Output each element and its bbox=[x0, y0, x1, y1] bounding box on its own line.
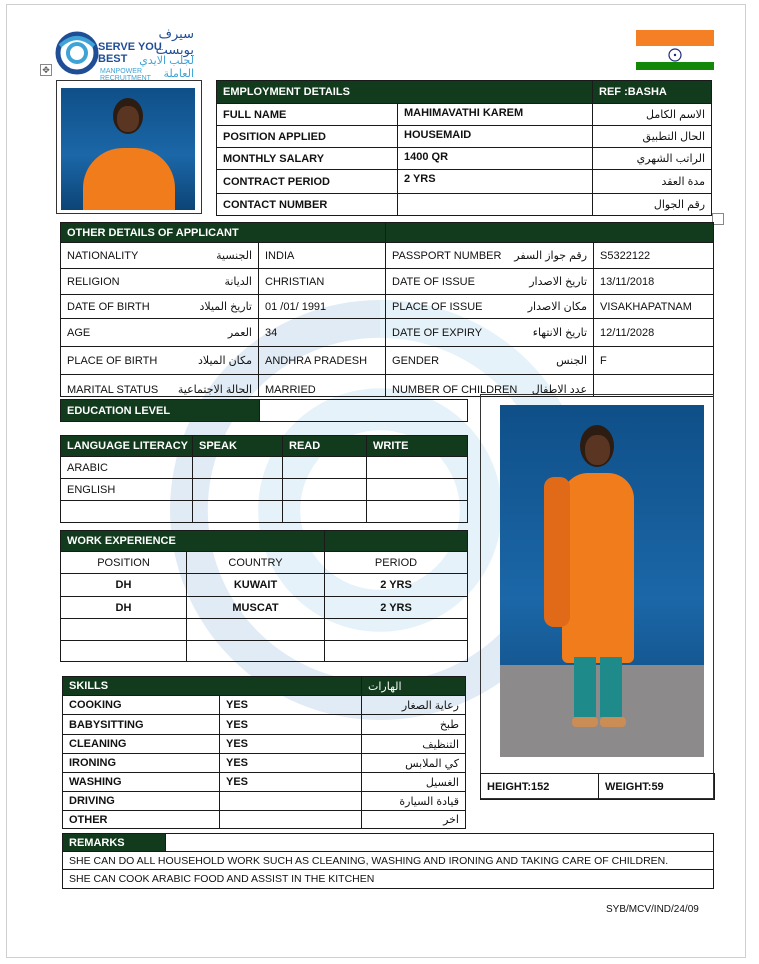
skill-cleaning-arabic: التنظيف bbox=[362, 735, 466, 754]
arabic-read bbox=[283, 457, 367, 479]
read-header: READ bbox=[283, 436, 367, 457]
skills-table bbox=[62, 676, 466, 829]
date-of-birth-label: DATE OF BIRTH تاريخ الميلاد bbox=[61, 295, 259, 319]
height-value: HEIGHT:152 bbox=[481, 774, 599, 800]
logo-mark-icon bbox=[54, 28, 100, 78]
skill-ironing: IRONING bbox=[63, 754, 220, 773]
blank-write bbox=[367, 501, 468, 523]
contact-arabic: رقم الجوال bbox=[593, 194, 712, 216]
nationality-label: NATIONALITY الجنسية bbox=[61, 243, 259, 269]
skill-babysitting-arabic: طبخ bbox=[362, 715, 466, 735]
work-experience-table bbox=[60, 530, 468, 662]
skill-babysitting-value: YES bbox=[220, 715, 362, 735]
place-of-birth-label: PLACE OF BIRTH مكان الميلاد bbox=[61, 347, 259, 375]
speak-header: SPEAK bbox=[193, 436, 283, 457]
other-details-header-blank bbox=[386, 223, 714, 243]
children-label: NUMBER OF CHILDREN عدد الاطفال bbox=[386, 375, 594, 397]
work-row-1-country: KUWAIT bbox=[187, 574, 325, 597]
logo-arabic-tagline: لجلب الايدي العاملة bbox=[139, 55, 194, 80]
work-row-2-country: MUSCAT bbox=[187, 597, 325, 619]
english-speak bbox=[193, 479, 283, 501]
place-of-birth-value: ANDHRA PRADESH bbox=[259, 347, 386, 375]
position-label: POSITION APPLIED bbox=[217, 126, 398, 148]
skill-ironing-arabic: كي الملابس bbox=[362, 754, 466, 773]
marital-status-value: MARRIED bbox=[259, 375, 386, 397]
skill-cleaning-value: YES bbox=[220, 735, 362, 754]
place-of-issue-label: PLACE OF ISSUE مكان الاصدار bbox=[386, 295, 594, 319]
nationality-value: INDIA bbox=[259, 243, 386, 269]
contact-label: CONTACT NUMBER bbox=[217, 194, 398, 216]
work-row-4-period bbox=[325, 641, 468, 662]
work-row-1-position: DH bbox=[61, 574, 187, 597]
work-row-3-position bbox=[61, 619, 187, 641]
work-row-2-period: 2 YRS bbox=[325, 597, 468, 619]
document-reference: SYB/MCV/IND/24/09 bbox=[606, 904, 699, 915]
salary-label: MONTHLY SALARY bbox=[217, 148, 398, 170]
remarks-header-blank bbox=[166, 834, 714, 852]
skill-other-arabic: اخر bbox=[362, 811, 466, 829]
religion-label: RELIGION الديانة bbox=[61, 269, 259, 295]
table-move-handle[interactable]: ✥ bbox=[40, 64, 52, 76]
work-row-3-period bbox=[325, 619, 468, 641]
date-of-issue-value: 13/11/2018 bbox=[594, 269, 714, 295]
full-name-value: MAHIMAVATHI KAREM bbox=[398, 104, 593, 126]
english-read bbox=[283, 479, 367, 501]
work-row-4-position bbox=[61, 641, 187, 662]
gender-value: F bbox=[594, 347, 714, 375]
skill-cooking-arabic: رعاية الصغار bbox=[362, 696, 466, 715]
skill-washing-value: YES bbox=[220, 773, 362, 792]
work-row-4-country bbox=[187, 641, 325, 662]
blank-speak bbox=[193, 501, 283, 523]
employment-header: EMPLOYMENT DETAILS bbox=[217, 81, 593, 104]
religion-value: CHRISTIAN bbox=[259, 269, 386, 295]
gender-label: GENDER الجنس bbox=[386, 347, 594, 375]
skill-cleaning: CLEANING bbox=[63, 735, 220, 754]
remarks-line-1: SHE CAN DO ALL HOUSEHOLD WORK SUCH AS CLEANING, WASHING AND IRONING AND TAKING CARE OF CHILDREN. bbox=[63, 852, 714, 870]
position-arabic: الحال التطبيق bbox=[593, 126, 712, 148]
language-arabic: ARABIC bbox=[61, 457, 193, 479]
logo-subtitle: MANPOWER RECRUITMENT bbox=[100, 68, 151, 82]
skill-washing-arabic: الغسيل bbox=[362, 773, 466, 792]
skill-cooking: COOKING bbox=[63, 696, 220, 715]
skill-driving: DRIVING bbox=[63, 792, 220, 811]
date-of-expiry-value: 12/11/2028 bbox=[594, 319, 714, 347]
education-value bbox=[260, 400, 468, 422]
write-header: WRITE bbox=[367, 436, 468, 457]
work-row-1-period: 2 YRS bbox=[325, 574, 468, 597]
measurements-table bbox=[480, 773, 715, 800]
skill-other-value bbox=[220, 811, 362, 829]
work-experience-header: WORK EXPERIENCE bbox=[61, 531, 325, 552]
skill-other: OTHER bbox=[63, 811, 220, 829]
contract-label: CONTRACT PERIOD bbox=[217, 170, 398, 194]
work-experience-header-blank bbox=[325, 531, 468, 552]
marital-status-label: MARITAL STATUS الحالة الاجتماعية bbox=[61, 375, 259, 397]
remarks-header: REMARKS bbox=[63, 834, 166, 852]
india-flag-icon bbox=[636, 30, 714, 70]
other-details-table bbox=[60, 222, 714, 397]
age-label: AGE العمر bbox=[61, 319, 259, 347]
place-of-issue-value: VISAKHAPATNAM bbox=[594, 295, 714, 319]
position-value: HOUSEMAID bbox=[398, 126, 593, 148]
skill-cooking-value: YES bbox=[220, 696, 362, 715]
company-logo bbox=[54, 28, 194, 80]
full-name-label: FULL NAME bbox=[217, 104, 398, 126]
applicant-photo-headshot bbox=[61, 88, 195, 210]
logo-arabic-name: سيرف يوبست bbox=[155, 26, 194, 57]
logo-english-name: SERVE YOU BEST bbox=[98, 41, 162, 65]
skills-header-arabic: الهارات bbox=[362, 677, 466, 696]
skill-ironing-value: YES bbox=[220, 754, 362, 773]
education-table bbox=[60, 399, 468, 422]
contract-arabic: مدة العقد bbox=[593, 170, 712, 194]
period-column: PERIOD bbox=[325, 552, 468, 574]
english-write bbox=[367, 479, 468, 501]
position-column: POSITION bbox=[61, 552, 187, 574]
contract-value: 2 YRS bbox=[398, 170, 593, 194]
weight-value: WEIGHT:59 bbox=[599, 774, 715, 800]
language-english: ENGLISH bbox=[61, 479, 193, 501]
date-of-birth-value: 01 /01/ 1991 bbox=[259, 295, 386, 319]
arabic-write bbox=[367, 457, 468, 479]
date-of-issue-label: DATE OF ISSUE تاريخ الاصدار bbox=[386, 269, 594, 295]
age-value: 34 bbox=[259, 319, 386, 347]
employment-details-table bbox=[216, 80, 712, 216]
work-row-3-country bbox=[187, 619, 325, 641]
salary-arabic: الراتب الشهري bbox=[593, 148, 712, 170]
other-details-header: OTHER DETAILS OF APPLICANT bbox=[61, 223, 386, 243]
skill-driving-value bbox=[220, 792, 362, 811]
work-row-2-position: DH bbox=[61, 597, 187, 619]
salary-value: 1400 QR bbox=[398, 148, 593, 170]
language-table bbox=[60, 435, 468, 523]
contact-value bbox=[398, 194, 593, 216]
country-column: COUNTRY bbox=[187, 552, 325, 574]
full-name-arabic: الاسم الكامل bbox=[593, 104, 712, 126]
remarks-table bbox=[62, 833, 714, 889]
skill-babysitting: BABYSITTING bbox=[63, 715, 220, 735]
language-header: LANGUAGE LITERACY bbox=[61, 436, 193, 457]
remarks-line-2: SHE CAN COOK ARABIC FOOD AND ASSIST IN THE KITCHEN bbox=[63, 870, 714, 889]
date-of-expiry-label: DATE OF EXPIRY تاريخ الانتهاء bbox=[386, 319, 594, 347]
arabic-speak bbox=[193, 457, 283, 479]
education-header: EDUCATION LEVEL bbox=[61, 400, 260, 422]
passport-number-value: S5322122 bbox=[594, 243, 714, 269]
skill-washing: WASHING bbox=[63, 773, 220, 792]
blank-read bbox=[283, 501, 367, 523]
reference-label: REF :BASHA bbox=[593, 81, 712, 104]
language-blank bbox=[61, 501, 193, 523]
skills-header: SKILLS bbox=[63, 677, 362, 696]
skill-driving-arabic: قيادة السيارة bbox=[362, 792, 466, 811]
passport-number-label: PASSPORT NUMBER رقم جواز السفر bbox=[386, 243, 594, 269]
applicant-photo-full bbox=[500, 405, 704, 757]
